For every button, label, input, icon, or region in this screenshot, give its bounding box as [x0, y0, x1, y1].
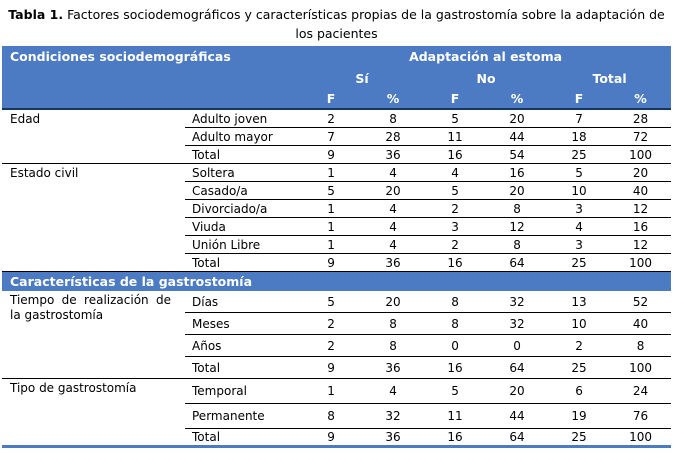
value-cell: 52: [610, 291, 671, 313]
value-cell: 9: [327, 430, 335, 444]
value-cell: 3: [424, 218, 486, 236]
subcategory-cell: Adulto mayor: [185, 128, 300, 146]
value-cell: 8: [486, 200, 548, 218]
subcategory-cell: Viuda: [185, 218, 300, 236]
value-cell: 12: [486, 218, 548, 236]
value-cell: 16: [610, 218, 671, 236]
value-cell: 8: [362, 313, 424, 335]
header-pct-yes: %: [362, 89, 424, 109]
value-cell: 44: [486, 404, 548, 429]
value-cell: 4: [362, 218, 424, 236]
row-group-label: Tipo de gastrostomía: [2, 379, 185, 447]
value-cell: 25: [548, 146, 610, 164]
value-cell: 36: [362, 254, 424, 272]
value-cell: 40: [610, 182, 671, 200]
value-cell: 20: [486, 379, 548, 404]
subcategory-cell: Total: [185, 146, 300, 164]
value-cell: 1: [300, 379, 362, 404]
value-cell: 2: [300, 313, 362, 335]
subcategory-cell: Días: [185, 291, 300, 313]
value-cell: 1: [300, 164, 362, 182]
table-caption: [8, 5, 665, 43]
table-body: [2, 109, 671, 447]
value-cell: 4: [362, 236, 424, 254]
value-cell: 20: [362, 291, 424, 313]
value-cell: 3: [548, 200, 610, 218]
value-cell: 32: [362, 404, 424, 429]
subcategory-cell: Adulto joven: [185, 109, 300, 128]
value-cell: 100: [610, 146, 671, 164]
value-cell: 8: [362, 109, 424, 128]
value-cell: 6: [548, 379, 610, 404]
table-row: [2, 164, 671, 182]
subcategory-cell: Total: [185, 254, 300, 272]
value-cell: 8: [424, 291, 486, 313]
value-cell: 25: [548, 254, 610, 272]
value-cell: 36: [385, 430, 401, 444]
subcategory-cell: Divorciado/a: [185, 200, 300, 218]
value-cell: 2: [300, 335, 362, 357]
value-cell: 20: [610, 164, 671, 182]
value-cell: 54: [486, 146, 548, 164]
value-cell: 20: [486, 109, 548, 128]
value-cell: 4: [362, 164, 424, 182]
value-cell: 25: [571, 430, 587, 444]
value-cell: 16: [447, 430, 463, 444]
value-cell: 28: [362, 128, 424, 146]
value-cell: 8: [610, 335, 671, 357]
value-cell: 2: [424, 236, 486, 254]
header-pct-total: %: [610, 89, 671, 109]
header-adaptation: Adaptación al estoma: [300, 46, 671, 67]
value-cell: 11: [424, 404, 486, 429]
value-cell: 9: [300, 254, 362, 272]
value-cell: 8: [300, 404, 362, 429]
value-cell: 2: [424, 200, 486, 218]
header-f-yes: F: [300, 89, 362, 109]
value-cell: 12: [610, 236, 671, 254]
value-cell: 20: [362, 182, 424, 200]
value-cell: 5: [424, 379, 486, 404]
value-cell: 5: [300, 291, 362, 313]
header-pct-no: %: [486, 89, 548, 109]
subcategory-cell: Años: [185, 335, 300, 357]
value-cell: 100: [610, 254, 671, 272]
header-row-2: [2, 67, 671, 89]
value-cell: 4: [362, 200, 424, 218]
subcategory-cell: Casado/a: [185, 182, 300, 200]
value-cell: 4: [548, 218, 610, 236]
header-group-no: No: [424, 67, 548, 89]
table-caption-text: Factores sociodemográficos y características propias de la gastrostomía sobre la adaptación de los pacientes: [67, 7, 665, 41]
table-caption-label: Tabla 1.: [8, 7, 64, 22]
row-group-label: Edad: [2, 109, 185, 164]
value-cell: 4: [424, 164, 486, 182]
table-row: [2, 379, 671, 404]
value-cell: 32: [486, 313, 548, 335]
value-cell: 2: [548, 335, 610, 357]
value-cell: 5: [424, 109, 486, 128]
value-cell: 5: [300, 182, 362, 200]
value-cell: 10: [548, 313, 610, 335]
value-cell: 32: [486, 291, 548, 313]
section-header-label: Características de la gastrostomía: [2, 272, 671, 292]
header-row-1: [2, 46, 671, 67]
value-cell: 76: [610, 404, 671, 429]
value-cell: 64: [486, 254, 548, 272]
value-cell: 36: [362, 357, 424, 379]
row-group-label: Tiempo de realización de la gastrostomía: [2, 291, 185, 379]
header-f-no: F: [424, 89, 486, 109]
header-group-total: Total: [548, 67, 671, 89]
value-cell: 11: [424, 128, 486, 146]
value-cell: 44: [486, 128, 548, 146]
value-cell: 5: [548, 164, 610, 182]
value-cell: 16: [424, 254, 486, 272]
value-cell: 0: [424, 335, 486, 357]
value-cell: 8: [486, 236, 548, 254]
value-cell: 9: [300, 357, 362, 379]
header-row-3: [2, 89, 671, 109]
table-header: [2, 46, 671, 109]
row-group-label: Estado civil: [2, 164, 185, 272]
value-cell: 9: [300, 146, 362, 164]
subcategory-cell: Meses: [185, 313, 300, 335]
value-cell: 1: [300, 218, 362, 236]
subcategory-cell: Temporal: [185, 379, 300, 404]
subcategory-cell: Soltera: [185, 164, 300, 182]
value-cell: 5: [424, 182, 486, 200]
value-cell: 8: [424, 313, 486, 335]
subcategory-cell: Total: [192, 430, 221, 444]
value-cell: 100: [629, 430, 652, 444]
value-cell: 8: [362, 335, 424, 357]
subcategory-cell: Permanente: [185, 404, 300, 429]
value-cell: 0: [486, 335, 548, 357]
value-cell: 7: [300, 128, 362, 146]
value-cell: 16: [424, 146, 486, 164]
table-row: [2, 291, 671, 313]
header-spacer-1: [2, 67, 300, 89]
data-table: [2, 46, 671, 448]
value-cell: 24: [610, 379, 671, 404]
value-cell: 36: [362, 146, 424, 164]
header-group-yes: Sí: [300, 67, 424, 89]
header-f-total: F: [548, 89, 610, 109]
value-cell: 18: [548, 128, 610, 146]
value-cell: 1: [300, 200, 362, 218]
value-cell: 16: [486, 164, 548, 182]
value-cell: 19: [548, 404, 610, 429]
value-cell: 40: [610, 313, 671, 335]
value-cell: 7: [548, 109, 610, 128]
header-conditions: Condiciones sociodemográficas: [2, 46, 300, 67]
value-cell: 2: [300, 109, 362, 128]
subcategory-cell: Total: [185, 357, 300, 379]
value-cell: 12: [610, 200, 671, 218]
value-cell: 100: [610, 357, 671, 379]
header-spacer-2: [2, 89, 300, 109]
value-cell: 1: [300, 236, 362, 254]
table-row: [2, 109, 671, 128]
value-cell: 25: [548, 357, 610, 379]
value-cell: 28: [610, 109, 671, 128]
section-header-row: [2, 272, 671, 292]
subcategory-cell: Unión Libre: [185, 236, 300, 254]
value-cell: 64: [509, 430, 525, 444]
value-cell: 10: [548, 182, 610, 200]
value-cell: 3: [548, 236, 610, 254]
value-cell: 4: [362, 379, 424, 404]
value-cell: 72: [610, 128, 671, 146]
value-cell: 16: [424, 357, 486, 379]
value-cell: 13: [548, 291, 610, 313]
value-cell: 64: [486, 357, 548, 379]
value-cell: 20: [486, 182, 548, 200]
